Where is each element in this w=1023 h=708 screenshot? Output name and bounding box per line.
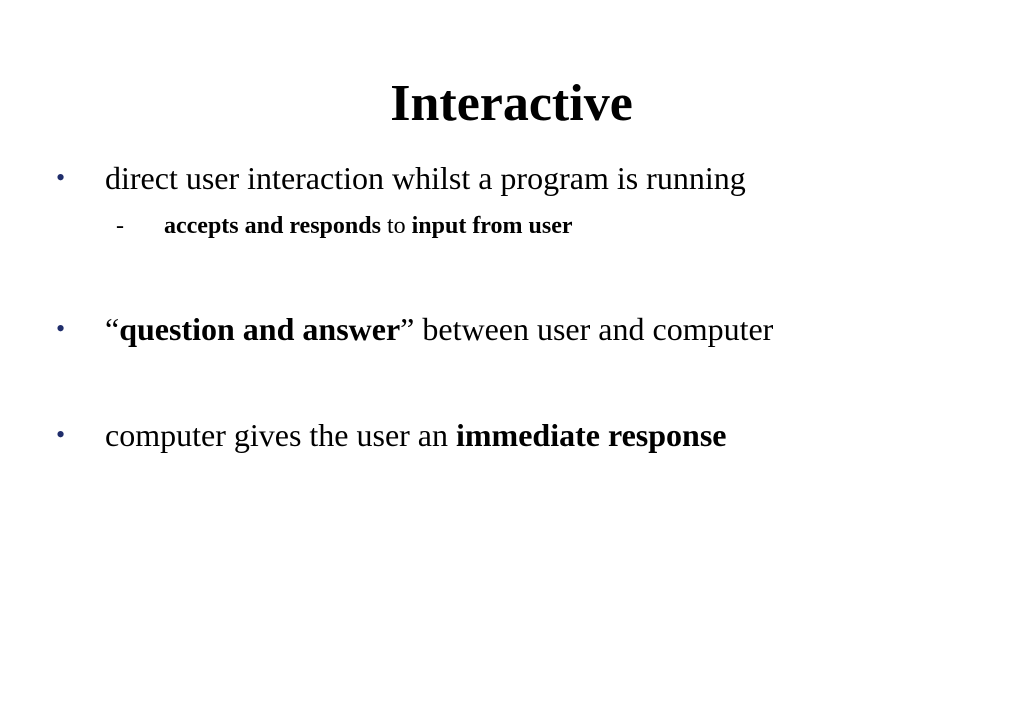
bullet-text xyxy=(105,309,773,349)
sub-bullet-bold-1: accepts and responds xyxy=(164,213,381,239)
sub-bullet-bold-2: input from user xyxy=(411,213,573,239)
slide-title: Interactive xyxy=(390,75,633,132)
sub-bullet-marker: - xyxy=(116,213,124,239)
bullet-text xyxy=(105,415,726,455)
sub-bullet-text xyxy=(164,211,573,241)
bullet-bold: question and answer xyxy=(119,311,401,347)
sub-bullet-connector: to xyxy=(380,213,412,239)
bullet-lead: computer gives the user an xyxy=(105,417,456,453)
bullet-text: direct user interaction whilst a program is running xyxy=(105,160,746,196)
bullet-rest: ” between user and computer xyxy=(400,311,774,347)
bullet-bold: immediate response xyxy=(456,417,727,453)
bullet-marker: • xyxy=(56,420,66,449)
open-quote: “ xyxy=(105,311,120,347)
bullet-marker: • xyxy=(56,163,66,192)
bullet-marker: • xyxy=(56,314,66,343)
